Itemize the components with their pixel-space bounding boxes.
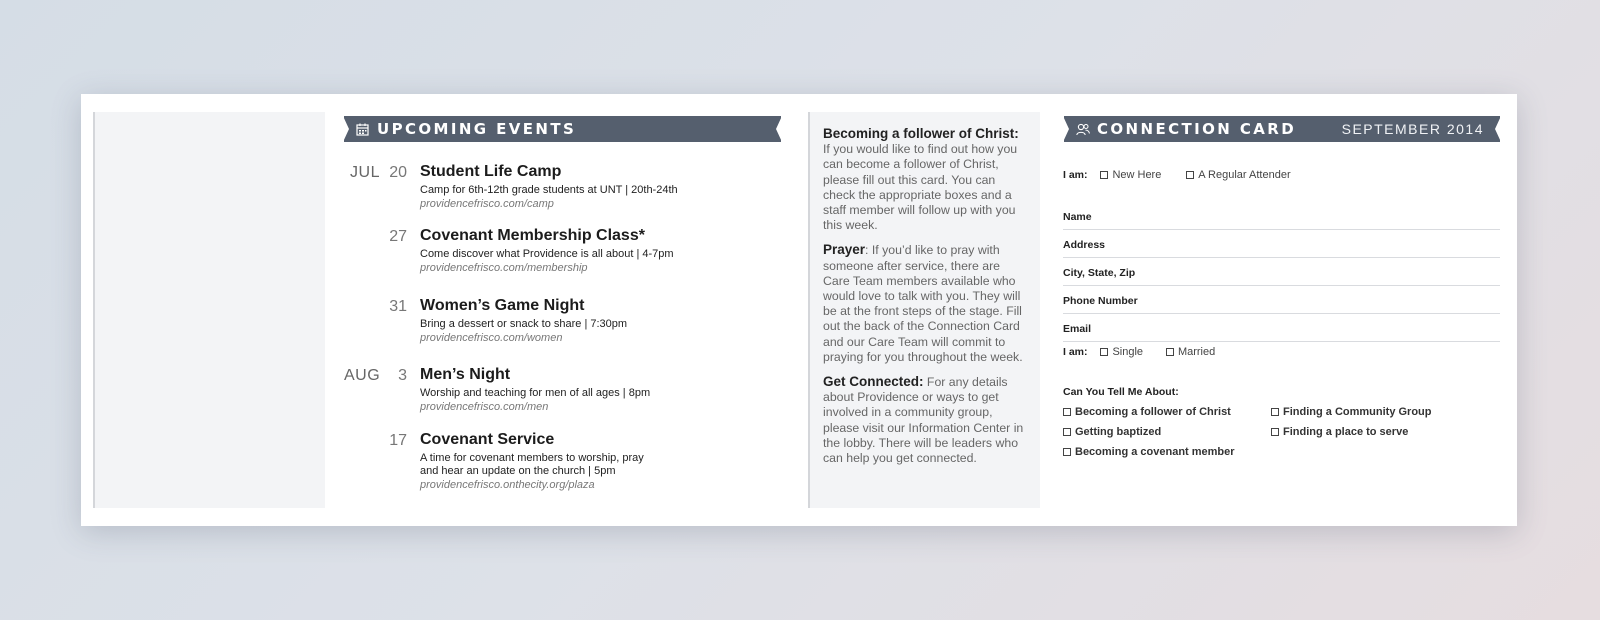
event-description: A time for covenant members to worship, pray xyxy=(420,452,644,464)
checkbox-icon[interactable] xyxy=(1166,348,1174,356)
option-label: A Regular Attender xyxy=(1198,169,1291,181)
prayer-text: : If you’d like to pray with someone after service, there are Care Team members available who would love to talk with you. They will be at the front steps of the stage. Fill out the back of the Connection Card and our Care Team will commit to praying for you throughout the week. xyxy=(823,243,1023,364)
single-option[interactable] xyxy=(1100,346,1143,358)
tell-me-section xyxy=(1063,386,1500,476)
events-banner xyxy=(344,116,781,142)
i-am-label: I am: xyxy=(1063,169,1088,181)
connection-card-banner xyxy=(1064,116,1500,142)
calendar-icon xyxy=(356,123,369,136)
event-day: 31 xyxy=(389,298,407,315)
option-label: Becoming a follower of Christ xyxy=(1075,406,1231,418)
people-icon xyxy=(1076,123,1089,136)
tell-item-follower[interactable] xyxy=(1063,406,1231,418)
status-label: I am: xyxy=(1063,346,1088,358)
email-field[interactable] xyxy=(1063,314,1500,342)
event-day: 20 xyxy=(389,164,407,181)
event-url[interactable]: providencefrisco.com/men xyxy=(420,401,549,413)
attendance-row xyxy=(1063,169,1500,181)
event-month: JUL xyxy=(350,164,380,181)
connected-paragraph xyxy=(823,374,1028,466)
event-title: Covenant Service xyxy=(420,431,555,448)
form-fields xyxy=(1063,202,1500,342)
name-field[interactable] xyxy=(1063,202,1500,230)
event-title: Covenant Membership Class* xyxy=(420,227,645,244)
event-month: AUG xyxy=(344,367,381,384)
checkbox-icon[interactable] xyxy=(1271,408,1279,416)
blank-panel xyxy=(93,112,325,508)
event-day: 3 xyxy=(398,367,407,384)
checkbox-icon[interactable] xyxy=(1100,171,1108,179)
option-label: Married xyxy=(1177,346,1216,358)
connection-card-title: CONNECTION CARD xyxy=(1097,120,1297,138)
regular-attender-option[interactable] xyxy=(1186,169,1290,181)
tell-item-community-group[interactable] xyxy=(1271,406,1432,418)
follower-text: If you would like to find out how you can become a follower of Christ, please fill out this card. You can check the appropriate boxes and a staff member will follow up with you this week. xyxy=(823,142,1018,233)
event-description: Come discover what Providence is all about | 4-7pm xyxy=(420,248,674,260)
prayer-paragraph xyxy=(823,242,1028,365)
checkbox-icon[interactable] xyxy=(1186,171,1194,179)
follower-heading: Becoming a follower of Christ: xyxy=(823,126,1019,141)
event-description: Camp for 6th-12th grade students at UNT | 20th-24th xyxy=(420,184,678,196)
field-label: Name xyxy=(1063,211,1092,223)
field-label: Phone Number xyxy=(1063,295,1138,307)
event-url[interactable]: providencefrisco.com/camp xyxy=(420,198,554,210)
status-row xyxy=(1063,346,1500,358)
field-label: City, State, Zip xyxy=(1063,267,1136,279)
city-state-zip-field[interactable] xyxy=(1063,258,1500,286)
prayer-heading: Prayer xyxy=(823,242,866,258)
info-panel xyxy=(808,112,1040,508)
checkbox-icon[interactable] xyxy=(1063,408,1071,416)
event-day: 27 xyxy=(389,228,407,245)
event-description: and hear an update on the church | 5pm xyxy=(420,465,616,477)
field-label: Address xyxy=(1063,239,1106,251)
event-url[interactable]: providencefrisco.com/membership xyxy=(420,262,588,274)
option-label: Finding a Community Group xyxy=(1283,406,1432,418)
event-description: Bring a dessert or snack to share | 7:30pm xyxy=(420,318,628,330)
tell-item-serve[interactable] xyxy=(1271,426,1408,438)
checkbox-icon[interactable] xyxy=(1100,348,1108,356)
checkbox-icon[interactable] xyxy=(1063,448,1071,456)
option-label: Getting baptized xyxy=(1075,426,1162,438)
option-label: Becoming a covenant member xyxy=(1075,446,1235,458)
connected-heading: Get Connected: xyxy=(823,374,924,390)
address-field[interactable] xyxy=(1063,230,1500,258)
new-here-option[interactable] xyxy=(1100,169,1161,181)
tell-item-covenant[interactable] xyxy=(1063,446,1235,458)
tell-me-heading: Can You Tell Me About: xyxy=(1063,386,1179,398)
event-day: 17 xyxy=(389,432,407,449)
option-label: Finding a place to serve xyxy=(1283,426,1409,438)
follower-paragraph xyxy=(823,126,1028,233)
option-label: New Here xyxy=(1112,169,1162,181)
checkbox-icon[interactable] xyxy=(1063,428,1071,436)
connection-card-date: SEPTEMBER 2014 xyxy=(1341,121,1484,137)
event-description: Worship and teaching for men of all ages | 8pm xyxy=(420,387,651,399)
event-url[interactable]: providencefrisco.com/women xyxy=(420,332,563,344)
event-title: Student Life Camp xyxy=(420,163,562,180)
connected-text: For any details about Providence or ways to get involved in a community group, please visit our Information Center in the lobby. There will be leaders who can help you get connected. xyxy=(823,375,1024,466)
events-title: UPCOMING EVENTS xyxy=(377,120,577,138)
married-option[interactable] xyxy=(1166,346,1215,358)
bulletin-sheet xyxy=(81,94,1517,526)
field-label: Email xyxy=(1063,323,1092,335)
event-title: Women’s Game Night xyxy=(420,297,585,314)
option-label: Single xyxy=(1112,346,1144,358)
event-title: Men’s Night xyxy=(420,366,511,383)
event-url[interactable]: providencefrisco.onthecity.org/plaza xyxy=(420,479,595,491)
phone-field[interactable] xyxy=(1063,286,1500,314)
checkbox-icon[interactable] xyxy=(1271,428,1279,436)
tell-item-baptized[interactable] xyxy=(1063,426,1161,438)
